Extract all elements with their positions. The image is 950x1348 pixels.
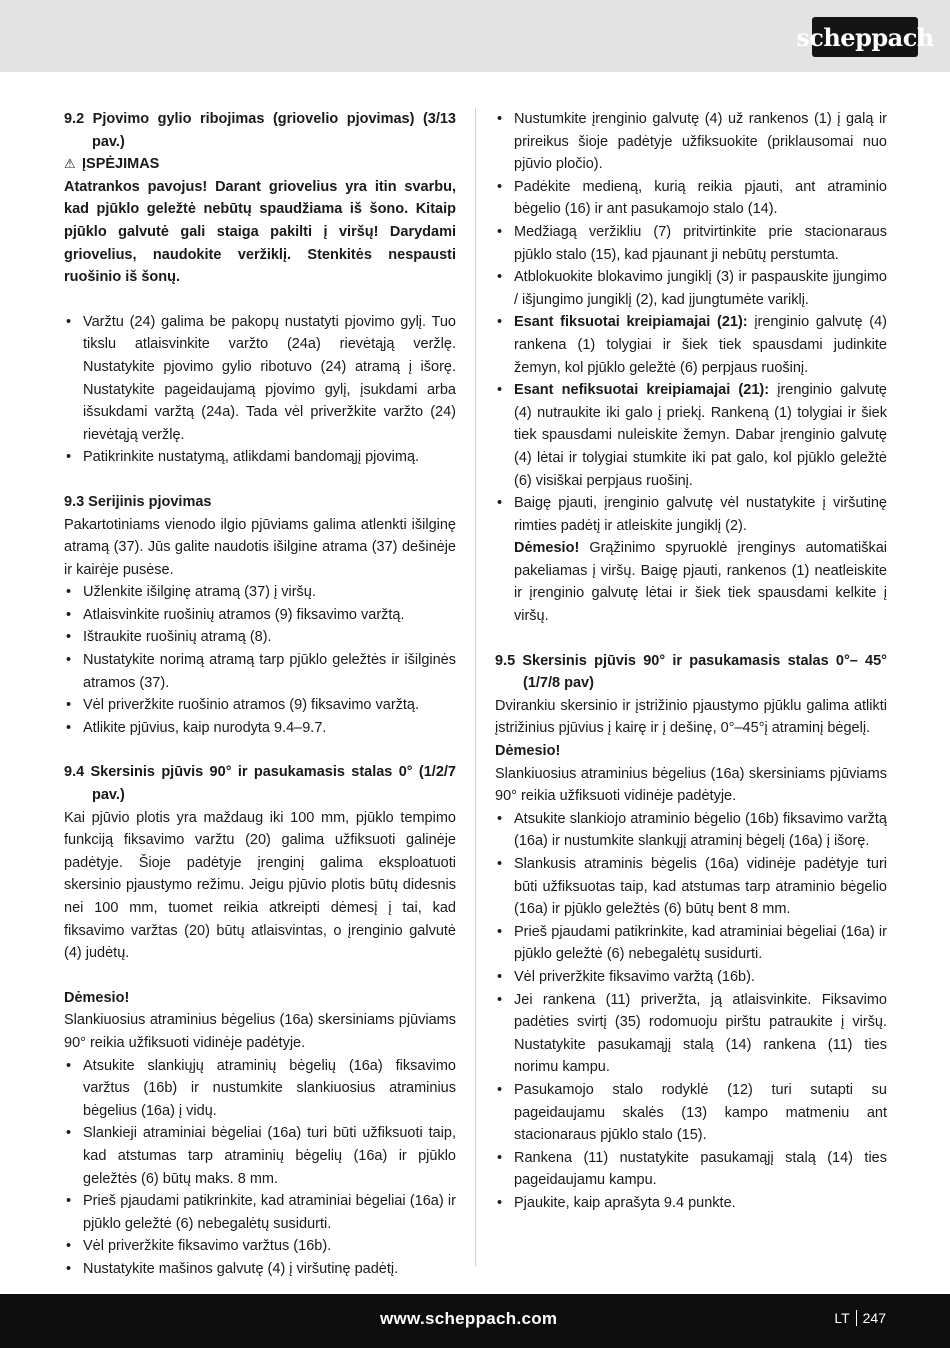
footer-bar bbox=[0, 1294, 950, 1348]
list-item bbox=[495, 311, 887, 379]
list-item: • Atlaisvinkite ruošinių atramos (9) fiksavimo varžtą. bbox=[64, 604, 456, 627]
bullet-list-9-4-cont bbox=[495, 108, 887, 628]
bullet-list-9-4 bbox=[64, 1055, 456, 1281]
list-item: • Padėkite medieną, kurią reikia pjauti, ant atraminio bėgelio (16) ir ant pasukamojo stalo (14). bbox=[495, 176, 887, 221]
page-number bbox=[834, 1310, 886, 1326]
list-item: • Nustatykite norimą atramą tarp pjūklo geležtės ir išilginės atramos (37). bbox=[64, 649, 456, 694]
warning-triangle-icon: ⚠ bbox=[64, 156, 76, 172]
list-item: • Slankieji atraminiai bėgeliai (16a) turi būti užfiksuoti taip, kad atstumas tarp atraminių bėgelių (16a) ir pjūklo geležtės (6) būtų maks. 8 mm. bbox=[64, 1122, 456, 1190]
bullet-list-9-2 bbox=[64, 311, 456, 469]
list-item: • Varžtu (24) galima be pakopų nustatyti pjovimo gylį. Tuo tikslu atlaisvinkite varžto (24a) rievėtąją veržlę. Nustatykite pjovimo gylio ribotuvo (24) atramą į išorę. Nustatykite pageidaujamą pjovimo gylį, įsukdami arba išsukdami varžtą (24a). Tada vėl priveržkite varžto (24) rievėtąją veržlę. bbox=[64, 311, 456, 447]
list-item: • Nustatykite mašinos galvutę (4) į viršutinę padėtį. bbox=[64, 1258, 456, 1281]
list-item: • Pjaukite, kaip aprašyta 9.4 punkte. bbox=[495, 1192, 887, 1215]
column-divider bbox=[475, 108, 476, 1266]
header-bar bbox=[0, 0, 950, 72]
list-item: • Ištraukite ruošinių atramą (8). bbox=[64, 626, 456, 649]
list-item: • Atsukite slankiojo atraminio bėgelio (16b) fiksavimo varžtą (16a) ir nustumkite slankųjį atraminį bėgelį (16a) į išorę. bbox=[495, 808, 887, 853]
list-item: • Baigę pjauti, įrenginio galvutę vėl nustatykite į viršutinę rimties padėtį ir atleiskite jungiklį (2). bbox=[495, 492, 887, 537]
list-item: • Vėl priveržkite ruošinio atramos (9) fiksavimo varžtą. bbox=[64, 694, 456, 717]
section-heading-9-4: 9.4 Skersinis pjūvis 90° ir pasukamasis stalas 0° (1/2/7 pav.) bbox=[64, 764, 456, 804]
list-item: • Pasukamojo stalo rodyklė (12) turi sutapti su pageidaujamu skalės (13) kampo matmeniu ant stacionaraus pjūklo stalo (15). bbox=[495, 1079, 887, 1147]
brand-logo: scheppach bbox=[812, 17, 918, 57]
fixed-guide-text: įrenginio galvutę (4) rankena (1) tolygiai ir šiek tiek spausdami judinkite žemyn, kol pjūklo geležtė (6) perpjaus ruošinį. bbox=[514, 314, 887, 376]
note-label: Dėmesio! bbox=[514, 540, 580, 557]
paragraph: Slankiuosius atraminius bėgelius (16a) skersiniams pjūviams 90° reikia užfiksuoti vidinėje padėtyje. bbox=[495, 765, 887, 805]
fixed-guide-label: Esant fiksuotai kreipiamajai (21): bbox=[514, 314, 748, 331]
footer-url: www.scheppach.com bbox=[380, 1309, 558, 1328]
unfixed-guide-text: įrenginio galvutę (4) nutraukite iki galo į priekį. Rankeną (1) tolygiai ir šiek tiek spausdami nuleiskite žemyn. Dabar įrenginio galvutę (4) lėtai ir tolygiai stumkite iki pat galo, kol pjūklo geležtė (6) visiškai perpjaus ruošinį. bbox=[514, 382, 887, 489]
section-heading-9-2: 9.2 Pjovimo gylio ribojimas (griovelio pjovimas) (3/13 pav.) bbox=[64, 111, 456, 150]
list-item: • Rankena (11) nustatykite pasukamąjį stalą (14) ties pageidaujamu kampu. bbox=[495, 1147, 887, 1192]
warning-text: Atatrankos pavojus! Darant griovelius yra itin svarbu, kad pjūklo geležtė nebūtų spaudžiama iš šono. Kitaip pjūklo galvutė gali staiga pakilti į viršų! Darydami griovelius, naudokite veržiklį. Stenkitės nespausti ruošinio iš šonų. bbox=[64, 178, 456, 286]
list-item: • Atblokuokite blokavimo jungiklį (3) ir paspauskite įjungimo / išjungimo jungiklį (2), kad įjungtumėte variklį. bbox=[495, 266, 887, 311]
list-item: • Jei rankena (11) priveržta, ją atlaisvinkite. Fiksavimo padėties svirtį (35) rodomuoju pirštu patraukite į viršų. Nustatykite pasukamąjį stalą (14) rankena (11) ties norimu kampu. bbox=[495, 989, 887, 1079]
paragraph: Kai pjūvio plotis yra maždaug iki 100 mm, pjūklo tempimo funkciją fiksavimo varžtu (20) galima užfiksuoti galinėje padėtyje. Šioje padėtyje įrenginį galima eksploatuoti skersinio pjaustymo režimu. Jeigu pjūvio plotis būtų didesnis nei 100 mm, tuomet reikia atkreipti dėmesį į tai, kad fiksavimo varžtas (20) būtų atlaisvintas, o įrenginio galvutė (4) judėtų. bbox=[64, 809, 456, 962]
bullet-list-9-3 bbox=[64, 581, 456, 739]
section-heading-9-3: 9.3 Serijinis pjovimas bbox=[64, 493, 212, 510]
attention-label: Dėmesio! bbox=[64, 989, 130, 1006]
list-item: • Patikrinkite nustatymą, atlikdami bandomąjį pjovimą. bbox=[64, 446, 456, 469]
list-item: • Vėl priveržkite fiksavimo varžtus (16b). bbox=[64, 1235, 456, 1258]
section-heading-9-5: 9.5 Skersinis pjūvis 90° ir pasukamasis stalas 0°– 45° (1/7/8 pav) bbox=[495, 652, 887, 692]
attention-label: Dėmesio! bbox=[495, 743, 561, 760]
left-column bbox=[64, 108, 456, 1281]
list-item: • Medžiagą veržikliu (7) pritvirtinkite prie stacionaraus pjūklo stalo (15), kad pjaunant ji nebūtų perstumta. bbox=[495, 221, 887, 266]
list-item: • Nustumkite įrenginio galvutę (4) už rankenos (1) į galą ir prireikus šioje padėtyje užfiksuokite (priklausomai nuo pjūvio pločio). bbox=[495, 108, 887, 176]
page-number-value: 247 bbox=[862, 1310, 886, 1326]
paragraph: Slankiuosius atraminius bėgelius (16a) skersiniams pjūviams 90° reikia užfiksuoti vidinėje padėtyje. bbox=[64, 1012, 456, 1051]
list-item: • Užlenkite išilginę atramą (37) į viršų. bbox=[64, 581, 456, 604]
note-text: Grąžinimo spyruoklė įrenginys automatiškai pakeliamas į viršų. Baigę pjauti, rankenos (1) neatleiskite ir įrenginio galvutę lėtai ir šiek tiek spausdami kelkite į viršų. bbox=[514, 540, 887, 625]
right-column bbox=[495, 108, 887, 1215]
paragraph: Dvirankiu skersinio ir įstrižinio pjaustymo pjūklu galima atlikti įstrižinius pjūvius į kairę ir į dešinę, 0°–45°į atraminį bėgelį. bbox=[495, 697, 887, 737]
note-item bbox=[495, 537, 887, 627]
language-code: LT bbox=[834, 1310, 850, 1326]
paragraph: Pakartotiniams vienodo ilgio pjūviams galima atlenkti išilginę atramą (37). Jūs galite naudotis išilgine atrama (37) dešinėje ir kairėje pusėse. bbox=[64, 516, 456, 578]
list-item: • Prieš pjaudami patikrinkite, kad atraminiai bėgeliai (16a) ir pjūklo geležtė (6) nebegalėtų susidurti. bbox=[64, 1190, 456, 1235]
list-item: • Slankusis atraminis bėgelis (16a) vidinėje padėtyje turi būti užfiksuotas taip, kad atstumas tarp atraminio bėgelio (16a) ir pjūklo geležtės (6) būtų bent 8 mm. bbox=[495, 853, 887, 921]
list-item: • Atlikite pjūvius, kaip nurodyta 9.4–9.7. bbox=[64, 717, 456, 740]
warning-label: ĮSPĖJIMAS bbox=[82, 156, 160, 173]
warning-heading bbox=[64, 153, 456, 176]
list-item: • Atsukite slankiųjų atraminių bėgelių (16a) fiksavimo varžtus (16b) ir nustumkite slankiuosius atraminius bėgelius (16a) į vidų. bbox=[64, 1055, 456, 1123]
list-item: • Prieš pjaudami patikrinkite, kad atraminiai bėgeliai (16a) ir pjūklo geležtė (6) nebegalėtų susidurti. bbox=[495, 921, 887, 966]
list-item bbox=[495, 379, 887, 492]
list-item: • Vėl priveržkite fiksavimo varžtą (16b). bbox=[495, 966, 887, 989]
bullet-list-9-5 bbox=[495, 808, 887, 1215]
unfixed-guide-label: Esant nefiksuotai kreipiamajai (21): bbox=[514, 382, 770, 399]
